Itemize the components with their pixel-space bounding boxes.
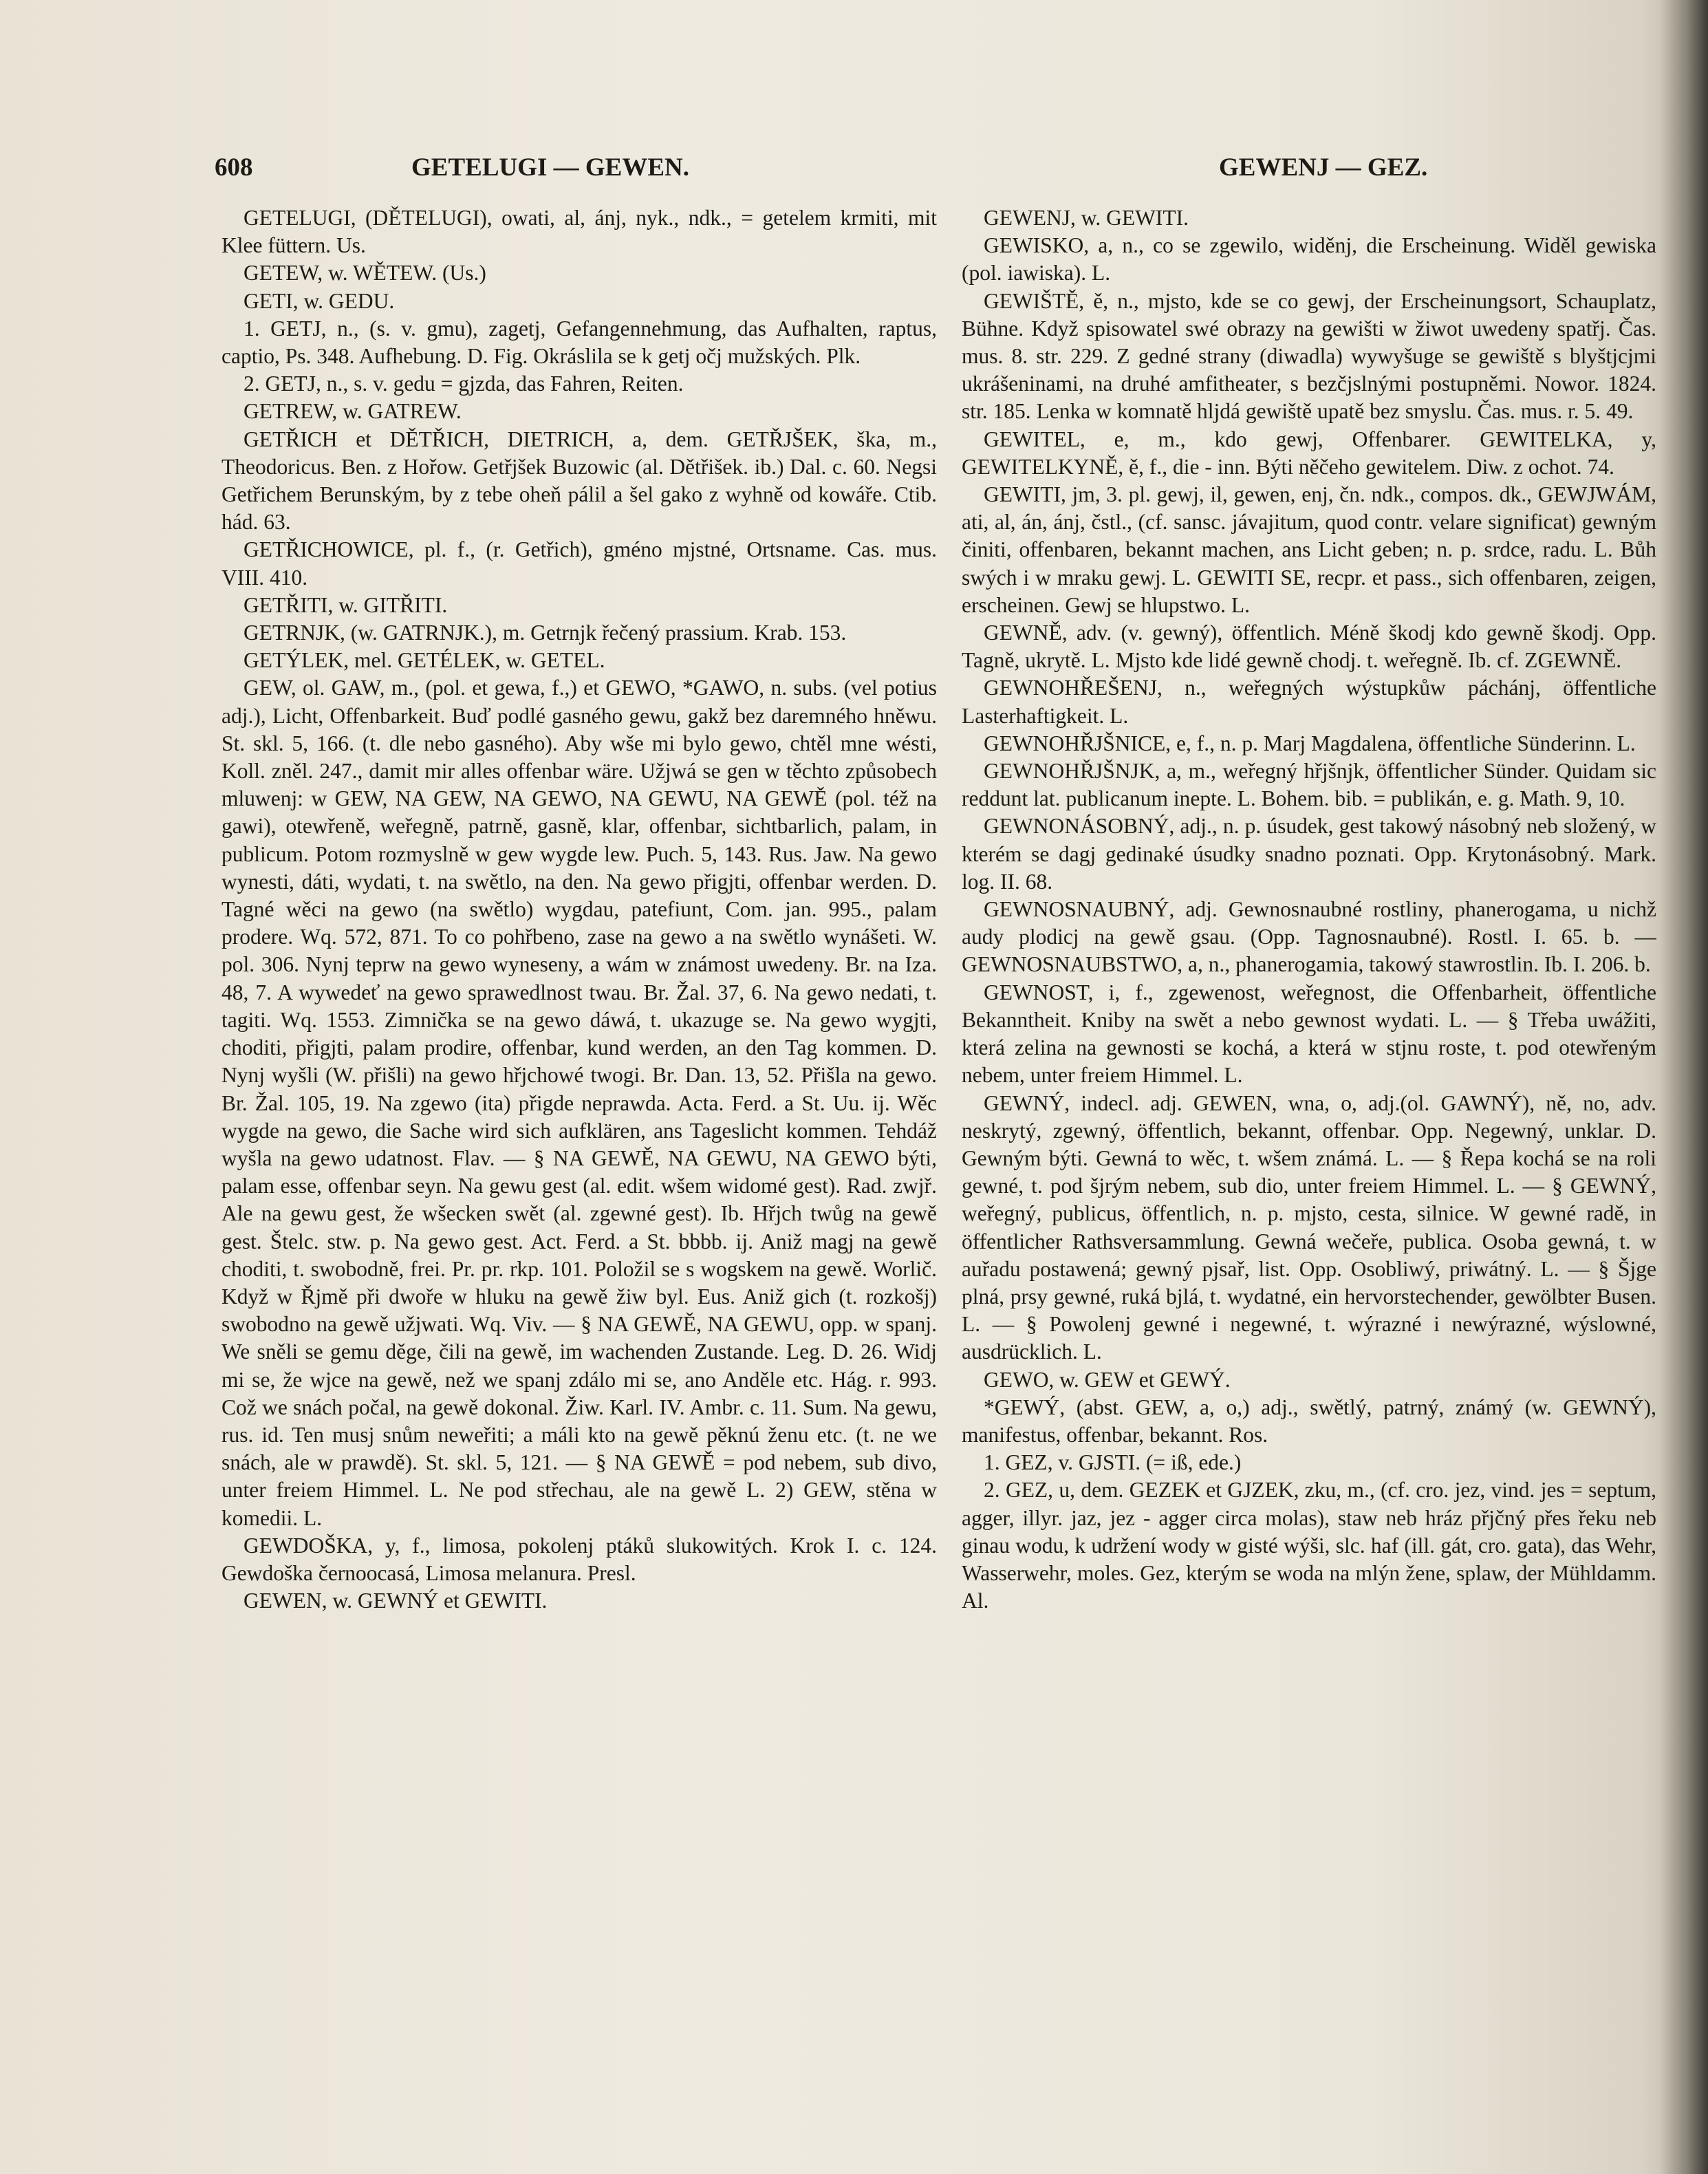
entry-gewnosnaubny: GEWNOSNAUBNÝ, adj. Gewnosnaubné rostliny, phanerogama, u nichž audy plodicj na gewě gsau. (Opp. Tagnosnaubné). Rostl. I. 65. b. — GEWNOSNAUBSTWO, a, n., phanerogamia, takowý stawrostlin. Ib. I. 206. b. xyxy=(962,897,1656,977)
entry-gez-1: 1. GEZ, v. GJSTI. (= iß, ede.) xyxy=(984,1450,1242,1475)
entry-getrichowice: GETŘICHOWICE, pl. f., (r. Getřich), gméno mjstné, Ortsname. Cas. mus. VIII. 410. xyxy=(221,537,937,590)
entry-gewnost: GEWNOST, i, f., zgewenost, weřegnost, die Offenbarheit, öffentliche Bekanntheit. Kniby na swět a nebo gewnost wydati. L. — § Třeba uwážiti, která zelina na gewnosti se kochá, a která w stjnu roste, t. pod otewřeným nebem, unter freiem Himmel. L. xyxy=(962,980,1656,1088)
right-running-head: GEWENJ — GEZ. xyxy=(1219,153,1428,182)
entry-geti: GETI, w. GEDU. xyxy=(244,288,395,313)
entry-gewnohrjsnjk: GEWNOHŘJŠNJK, a, m., weřegný hřjšnjk, öffentlicher Sünder. Quidam sic reddunt lat. publicanum inepte. L. Bohem. bib. = publikán, e. g. Math. 9, 10. xyxy=(962,759,1656,811)
entry-gewitel: GEWITEL, e, m., kdo gewj, Offenbarer. GEWITELKA, y, GEWITELKYNĚ, ě, f., die - inn. Býti něčeho gewitelem. Diw. z ochot. 74. xyxy=(962,427,1656,479)
entry-gewen: GEWEN, w. GEWNÝ et GEWITI. xyxy=(244,1589,548,1613)
entry-getew: GETEW, w. WĚTEW. (Us.) xyxy=(244,261,486,286)
entry-getrnjk: GETRNJK, (w. GATRNJK.), m. Getrnjk řečený prassium. Krab. 153. xyxy=(244,621,847,645)
entry-gewenj: GEWENJ, w. GEWITI. xyxy=(984,206,1189,230)
left-running-head: GETELUGI — GEWEN. xyxy=(411,153,690,182)
entry-getelugi: GETELUGI, (DĚTELUGI), owati, al, ánj, nyk., ndk., = getelem krmiti, mit Klee füttern. Us. xyxy=(221,206,937,258)
entry-gewisko: GEWISKO, a, n., co se zgewilo, widěnj, die Erscheinung. Widěl gewiska (pol. iawiska). L. xyxy=(962,233,1656,286)
entry-gewo: GEWO, w. GEW et GEWÝ. xyxy=(984,1367,1231,1392)
page-number: 608 xyxy=(215,153,253,182)
right-column xyxy=(962,204,1656,2103)
entry-gewiti: GEWITI, jm, 3. pl. gewj, il, gewen, enj, čn. ndk., compos. dk., GEWJWÁM, ati, al, án, ánj, čstl., (cf. sansc. jávajitum, quod contr. velare significat) gewným činiti, offenbaren, bekannt machen, ans Licht geben; n. p. srdce, radu. L. Bůh swých i w mraku gewj. L. GEWITI SE, recpr. et pass., sich offenbaren, zeigen, erscheinen. Gewj se hlupstwo. L. xyxy=(962,482,1656,617)
entry-getylek: GETÝLEK, mel. GETÉLEK, w. GETEL. xyxy=(244,648,605,673)
left-column xyxy=(221,204,937,2103)
book-binding-shadow xyxy=(1660,0,1708,2174)
entry-gewdoska: GEWDOŠKA, y, f., limosa, pokolenj ptáků slukowitých. Krok I. c. 124. Gewdoška černoocasá, Limosa melanura. Presl. xyxy=(221,1533,937,1585)
entry-getrich: GETŘICH et DĚTŘICH, DIETRICH, a, dem. GETŘJŠEK, ška, m., Theodoricus. Ben. z Hořow. Getřjšek Buzowic (al. Dětřišek. ib.) Dal. c. 60. Negsi Getřichem Berunským, by z tebe oheň pálil a šel gako z wyhně od kowáře. Ctib. hád. 63. xyxy=(221,427,937,535)
entry-getrew: GETREW, w. GATREW. xyxy=(244,399,462,424)
entry-gewne: GEWNĚ, adv. (v. gewný), öffentlich. Méně škodj kdo gewně škodj. Opp. Tagně, ukrytě. L. Mjsto kde lidé gewně chodj. t. weřegně. Ib. cf. ZGEWNĚ. xyxy=(962,621,1656,673)
entry-gewiste: GEWIŠTĚ, ě, n., mjsto, kde se co gewj, der Erscheinungsort, Schauplatz, Bühne. Když spisowatel swé obrazy na gewišti w žiwot uwedeny spatřj. Čas. mus. 8. str. 229. Z gedné strany (diwadla) wywyšuge se gewiště s blyštjcjmi ukrášeninami, na druhé amfitheater, s bezčjslnými postupněmi. Nowor. 1824. str. 185. Lenka w komnatě hljdá gewiště upatě bez smyslu. Čas. mus. r. 5. 49. xyxy=(962,288,1656,424)
entry-gewy: *GEWÝ, (abst. GEW, a, o,) adj., swětlý, patrný, známý (w. GEWNÝ), manifestus, offenbar, bekannt. Ros. xyxy=(962,1395,1656,1447)
entry-gewny: GEWNÝ, indecl. adj. GEWEN, wna, o, adj.(ol. GAWNÝ), ně, no, adv. neskrytý, zgewný, öffentlich, bekannt, offenbar. Opp. Negewný, unklar. D. Gewným býti. Gewná to wěc, t. wšem známá. L. — § Řepa kochá se na roli gewné, t. pod šjrým nebem, sub dio, unter freiem Himmel. L. — § GEWNÝ, weřegný, publicus, öffentlich, n. p. mjsto, cesta, silnice. W gewné radě, in öffentlicher Rathsversammlung. Gewná wečeře, publica. Osoba gewná, t. w auřadu postawená; gewný pjsař, list. Opp. Osobliwý, priwátný. L. — § Šjge plná, prsy gewné, ruká bjlá, t. wydatné, ein hervorstechender, gewölbter Busen. L. — § Powolenj gewné i negewné, t. wýrazné i newýrazné, wýslowné, ausdrücklich. L. xyxy=(962,1090,1656,1364)
entry-gez-2: 2. GEZ, u, dem. GEZEK et GJZEK, zku, m., (cf. cro. jez, vind. jes = septum, agger, illyr. jaz, jez - agger circa molas), staw neb hráz přjčný přes řeku neb ginau wodu, k udržení wody w gisté wýši, slc. haf (ill. gát, cro. gata), das Wehr, Wasserwehr, moles. Gez, kterým se woda na mlýn žene, splaw, der Mühldamm. Al. xyxy=(962,1478,1656,1613)
entry-getj-2: 2. GETJ, n., s. v. gedu = gjzda, das Fahren, Reiten. xyxy=(244,372,684,396)
entry-gewnonasobny: GEWNONÁSOBNÝ, adj., n. p. úsudek, gest takowý násobný neb složený, w kterém se dagj gedinaké úsudky snadno poznati. Opp. Krytonásobný. Mark. log. II. 68. xyxy=(962,814,1656,894)
entry-getriti: GETŘITI, w. GITŘITI. xyxy=(244,592,448,617)
entry-gewnohrjsnice: GEWNOHŘJŠNICE, e, f., n. p. Marj Magdalena, öffentliche Sünderinn. L. xyxy=(984,731,1636,755)
entry-gew: GEW, ol. GAW, m., (pol. et gewa, f.,) et GEWO, *GAWO, n. subs. (vel potius adj.), Licht, Offenbarkeit. Buď podlé gasného gewu, gakž bez daremného hněwu. St. skl. 5, 166. (t. dle nebo gasného). Aby wše mi bylo gewo, chtěl mne wésti, Koll. zněl. 247., damit mir alles offenbar wäre. Užjwá se gen w těchto způsobech mluwenj: w GEW, NA GEW, NA GEWO, NA GEWU, NA GEWĚ (pol. též na gawi), otewřeně, weřegně, patrně, gasně, klar, offenbar, sichtbarlich, palam, in publicum. Potom rozmyslně w gew wygde lew. Puch. 5, 143. Rus. Jaw. Na gewo wynesti, dáti, wydati, t. na swětlo, na den. Na gewo přigjti, offenbar werden. D. Tagné wěci na gewo (na swětlo) wygdau, patefiunt, Com. jan. 995., palam prodere. Wq. 572, 871. To co pohřbeno, zase na gewo a na swětlo wynášeti. W. pol. 306. Nynj teprw na gewo wyneseny, a wám w známost uwedeny. Br. na Iza. 48, 7. A wywedeť na gewo sprawedlnost twau. Br. Žal. 37, 6. Na gewo nedati, t. tagiti. Wq. 1553. Zimnička se na gewo dáwá, t. ukazuge se. Na gewo wygjti, choditi, přigjti, palam prodire, offenbar, kund werden, an den Tag kommen. D. Nynj wyšli (W. přišli) na gewo hřjchowé twogi. Br. Dan. 13, 52. Přišla na gewo. Br. Žal. 105, 19. Na zgewo (ita) přigde neprawda. Acta. Ferd. a St. Uu. ij. Wěc wygde na gewo, die Sache wird sich aufklären, ans Tageslicht kommen. Tehdáž wyšla na gewo udatnost. Flav. — § NA GEWĚ, NA GEWU, NA GEWO býti, palam esse, offenbar seyn. Na gewu gest (al. edit. wšem widomé gest). Rad. zwjř. Ale na gewu gest, že wšecken swět (al. zgewné gest). Ib. Hřjch twůg na gewě gest. Štelc. stw. p. Na gewo gest. Act. Ferd. a St. bbbb. ij. Aniž magj na gewě choditi, t. swobodně, frei. Pr. pr. rkp. 101. Položil se s wogskem na gewě. Worlič. Když w Řjmě při dwoře w hluku na gewě žiw byl. Eus. Aniž gich (t. rozkošj) swobodno na gewě užjwati. Wq. Viv. — § NA GEWĚ, NA GEWU, opp. w spanj. We sněli se gemu děge, čili na gewě, im wachenden Zustande. Leg. D. 26. Widj mi se, že wjce na gewě, než we spanj zdálo mi se, ano Anděle etc. Hág. r. 993. Což we snách počal, na gewě dokonal. Žiw. Karl. IV. Ambr. c. 11. Sum. Na gewu, rus. id. Ten musj snům neweřiti; a máli kto na gewě pěknú ženu etc. (t. ne we snách, ale w prawdě). St. skl. 5, 121. — § NA GEWĚ = pod nebem, sub divo, unter freiem Himmel. L. Ne pod střechau, ale na gewě L. 2) GEW, stěna w komedii. L. xyxy=(221,676,937,1530)
entry-getj-1: 1. GETJ, n., (s. v. gmu), zagetj, Gefangennehmung, das Aufhalten, raptus, captio, Ps. 348. Aufhebung. D. Fig. Okráslila se k getj očj mužských. Plk. xyxy=(221,316,937,369)
entry-gewnohresenj: GEWNOHŘEŠENJ, n., weřegných wýstupkůw páchánj, öffentliche Lasterhaftigkeit. L. xyxy=(962,676,1656,728)
